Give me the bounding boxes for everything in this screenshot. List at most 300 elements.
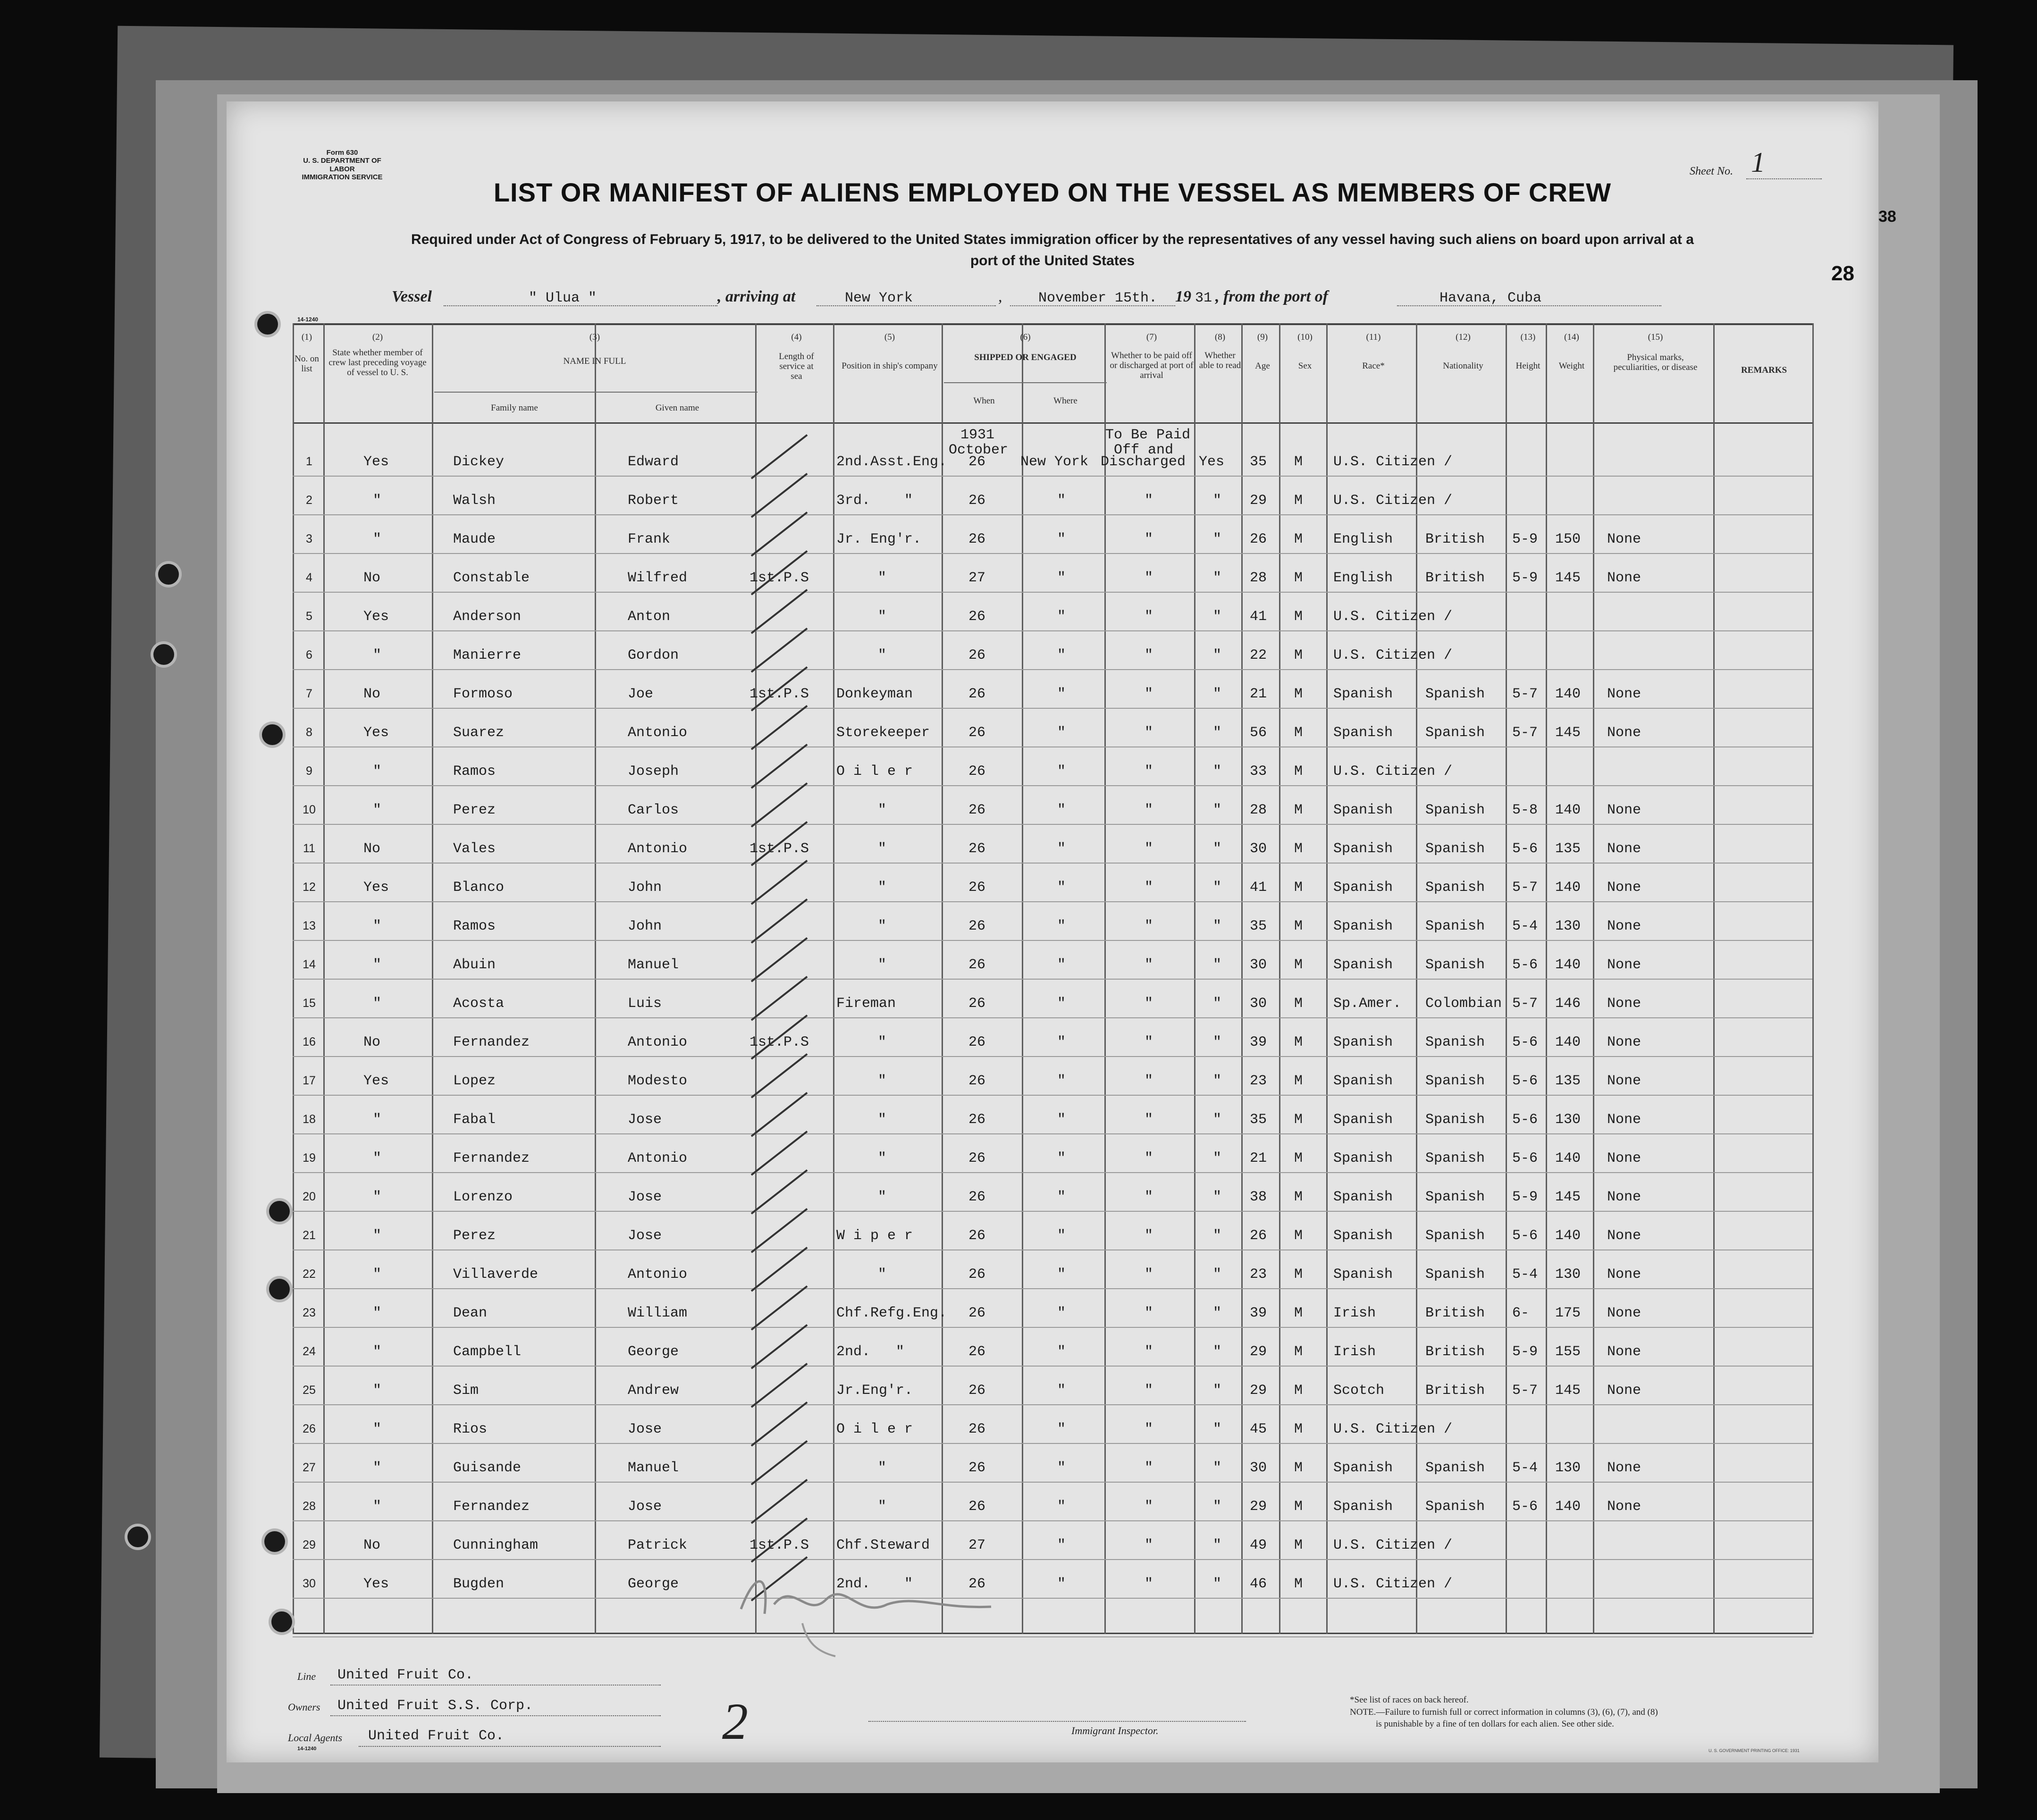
sex: M <box>1294 802 1303 818</box>
age: 23 <box>1250 1073 1267 1089</box>
age: 38 <box>1250 1189 1267 1205</box>
physical-marks: None <box>1607 686 1641 702</box>
shipped-when: 26 <box>968 802 986 818</box>
paid-off: Discharged <box>1101 454 1186 470</box>
year-suffix: 31 <box>1195 290 1212 306</box>
physical-marks: None <box>1607 1228 1641 1244</box>
table-top-border <box>293 323 1812 325</box>
physical-marks: None <box>1607 1383 1641 1399</box>
given-name: William <box>628 1305 688 1321</box>
family-name: Lorenzo <box>453 1189 513 1205</box>
height: 5-7 <box>1512 880 1538 896</box>
paid-off: " <box>1145 880 1153 896</box>
col-number: (12) <box>1456 332 1471 342</box>
row-number: 16 <box>303 1035 316 1048</box>
row-number: 29 <box>303 1538 316 1552</box>
service-length: 1st.P.S <box>749 1537 809 1553</box>
col-number: (1) <box>301 332 312 342</box>
shipped-where: " <box>1057 1228 1066 1244</box>
previous-voyage: Yes <box>363 1073 389 1089</box>
inspector-label: Immigrant Inspector. <box>1071 1725 1159 1736</box>
race: Spanish <box>1333 725 1393 741</box>
nationality: Spanish <box>1425 1460 1485 1476</box>
row-number: 6 <box>306 648 312 662</box>
nationality: Spanish <box>1425 918 1485 934</box>
row-rule <box>293 1133 1812 1134</box>
physical-marks: None <box>1607 725 1641 741</box>
family-name: Campbell <box>453 1344 522 1360</box>
col-title: Weight <box>1558 361 1585 371</box>
age: 46 <box>1250 1576 1267 1592</box>
nationality: Spanish <box>1425 1150 1485 1166</box>
sex: M <box>1294 1576 1303 1592</box>
shipped-when: 26 <box>968 957 986 973</box>
family-name: Anderson <box>453 609 522 625</box>
col-title: Nationality <box>1443 361 1483 371</box>
height: 5-7 <box>1512 996 1538 1012</box>
physical-marks: None <box>1607 531 1641 547</box>
pencil-check-mark <box>751 1324 808 1369</box>
sex: M <box>1294 996 1303 1012</box>
position: " <box>878 841 887 857</box>
shipped-when: 26 <box>968 1499 986 1515</box>
nationality: Spanish <box>1425 1499 1485 1515</box>
previous-voyage: " <box>373 996 382 1012</box>
pencil-check-mark <box>751 860 808 905</box>
paid-off: " <box>1145 1576 1153 1592</box>
col-number: (14) <box>1564 332 1579 342</box>
previous-voyage: " <box>373 1305 382 1321</box>
row-rule <box>293 785 1812 786</box>
col-header-family-name: Family name <box>491 403 538 413</box>
height: 5-7 <box>1512 1383 1538 1399</box>
physical-marks: None <box>1607 957 1641 973</box>
col-header-where: Where <box>1053 396 1077 406</box>
position: 2nd. " <box>836 1576 913 1592</box>
row-rule <box>293 863 1812 864</box>
age: 56 <box>1250 725 1267 741</box>
previous-voyage: " <box>373 763 382 780</box>
height: 5-9 <box>1512 531 1538 547</box>
weight: 145 <box>1555 725 1581 741</box>
row-number: 14 <box>303 958 316 971</box>
given-name: Wilfred <box>628 570 688 586</box>
position: Jr. Eng'r. <box>836 531 922 547</box>
pencil-check-mark <box>751 1053 808 1099</box>
service-length: 1st.P.S <box>749 841 809 857</box>
shipped-when: 26 <box>968 493 986 509</box>
race: Spanish <box>1333 880 1393 896</box>
family-name: Formoso <box>453 686 513 702</box>
owners-value: United Fruit S.S. Corp. <box>337 1698 533 1714</box>
able-to-read: " <box>1213 1034 1222 1050</box>
race: Spanish <box>1333 957 1393 973</box>
previous-voyage: Yes <box>363 454 389 470</box>
physical-marks: None <box>1607 880 1641 896</box>
race: Spanish <box>1333 802 1393 818</box>
nationality: Spanish <box>1425 841 1485 857</box>
shipped-where: " <box>1057 996 1066 1012</box>
subtitle <box>264 229 1841 271</box>
col-header-age <box>1244 333 1281 371</box>
family-name: Ramos <box>453 763 496 780</box>
col-title: Whether to be paid off or discharged at port of arrival <box>1110 350 1194 380</box>
age: 49 <box>1250 1537 1267 1553</box>
weight: 130 <box>1555 1112 1581 1128</box>
physical-marks: None <box>1607 1499 1641 1515</box>
row-number: 20 <box>303 1190 316 1203</box>
height: 5-4 <box>1512 1460 1538 1476</box>
row-rule <box>293 746 1812 747</box>
age: 22 <box>1250 647 1267 663</box>
age: 21 <box>1250 686 1267 702</box>
nationality: Spanish <box>1425 802 1485 818</box>
sheet-number: 1 <box>1751 147 1765 178</box>
sex: M <box>1294 880 1303 896</box>
given-name: Jose <box>628 1112 662 1128</box>
sex: M <box>1294 1305 1303 1321</box>
pencil-check-mark <box>751 589 808 634</box>
paid-off: " <box>1145 493 1153 509</box>
agents-label: Local Agents <box>288 1732 343 1744</box>
family-name: Ramos <box>453 918 496 934</box>
position: 2nd. " <box>836 1344 905 1360</box>
able-to-read: " <box>1213 957 1222 973</box>
previous-voyage: " <box>373 531 382 547</box>
pencil-check-mark <box>751 1401 808 1447</box>
family-name: Constable <box>453 570 530 586</box>
shipped-when: 26 <box>968 1421 986 1437</box>
weight: 130 <box>1555 918 1581 934</box>
previous-voyage: " <box>373 647 382 663</box>
paid-off: " <box>1145 763 1153 780</box>
position: 2nd.Asst.Eng. <box>836 454 947 470</box>
paid-off: " <box>1145 841 1153 857</box>
height: 5-6 <box>1512 1034 1538 1050</box>
agents-value: United Fruit Co. <box>368 1728 505 1744</box>
race: Spanish <box>1333 1189 1393 1205</box>
pencil-check-mark <box>751 1479 808 1524</box>
previous-voyage: " <box>373 1344 382 1360</box>
col-header-previous-voyage <box>326 333 429 378</box>
physical-marks: None <box>1607 570 1641 586</box>
shipped-where: " <box>1057 1112 1066 1128</box>
age: 30 <box>1250 957 1267 973</box>
age: 39 <box>1250 1305 1267 1321</box>
previous-voyage: " <box>373 1150 382 1166</box>
row-rule <box>293 901 1812 902</box>
family-name: Lopez <box>453 1073 496 1089</box>
pencil-check-mark <box>751 628 808 673</box>
form-number: Form 630 <box>326 149 358 157</box>
row-rule <box>293 514 1812 515</box>
col-header-nationality <box>1418 333 1508 371</box>
height: 5-8 <box>1512 802 1538 818</box>
sex: M <box>1294 1266 1303 1283</box>
pencil-check-mark <box>751 1363 808 1408</box>
race: U.S. Citizen / <box>1333 493 1453 509</box>
race: Sp.Amer. <box>1333 996 1402 1012</box>
position: " <box>878 1460 887 1476</box>
family-name: Manierre <box>453 647 522 663</box>
previous-voyage: " <box>373 1266 382 1283</box>
height: 5-6 <box>1512 1112 1538 1128</box>
col-title: Sex <box>1298 361 1312 371</box>
shipped-when: 26 <box>968 763 986 780</box>
corner-number: 28 <box>1831 262 1854 285</box>
position: " <box>878 918 887 934</box>
paid-off: " <box>1145 1228 1153 1244</box>
owners-underline <box>330 1715 661 1716</box>
family-name: Bugden <box>453 1576 505 1592</box>
shipped-where: " <box>1057 493 1066 509</box>
given-name: Antonio <box>628 725 688 741</box>
shipped-where: " <box>1057 880 1066 896</box>
given-name: John <box>628 918 662 934</box>
age: 30 <box>1250 841 1267 857</box>
sex: M <box>1294 1112 1303 1128</box>
footer-notes <box>1350 1694 1658 1730</box>
given-name: Joe <box>628 686 654 702</box>
age: 41 <box>1250 609 1267 625</box>
weight: 145 <box>1555 1383 1581 1399</box>
paid-off: " <box>1145 996 1153 1012</box>
row-rule <box>293 1404 1812 1405</box>
shipped-year: 1931 <box>960 427 995 443</box>
physical-marks: None <box>1607 1305 1641 1321</box>
able-to-read: " <box>1213 1421 1222 1437</box>
row-rule <box>293 1520 1812 1521</box>
shipped-when: 26 <box>968 1228 986 1244</box>
row-rule <box>293 630 1812 631</box>
age: 39 <box>1250 1034 1267 1050</box>
previous-voyage: " <box>373 802 382 818</box>
shipped-where: " <box>1057 802 1066 818</box>
given-name: Manuel <box>628 957 679 973</box>
given-name: Joseph <box>628 763 679 780</box>
able-to-read: " <box>1213 1266 1222 1283</box>
paid-off: " <box>1145 1150 1153 1166</box>
shipped-where: " <box>1057 1266 1066 1283</box>
family-name: Acosta <box>453 996 505 1012</box>
family-name: Perez <box>453 802 496 818</box>
corner-number: 38 <box>1878 208 1896 226</box>
family-name: Walsh <box>453 493 496 509</box>
pencil-check-mark <box>751 1247 808 1292</box>
previous-voyage: " <box>373 918 382 934</box>
paid-off: " <box>1145 1460 1153 1476</box>
physical-marks: None <box>1607 996 1641 1012</box>
vessel-name: " Ulua " <box>529 290 597 306</box>
given-name: Jose <box>628 1499 662 1515</box>
line-value: United Fruit Co. <box>337 1667 474 1683</box>
paid-off: " <box>1145 1537 1153 1553</box>
height: 5-6 <box>1512 957 1538 973</box>
shipped-when: 26 <box>968 725 986 741</box>
service-name: IMMIGRATION SERVICE <box>302 173 383 181</box>
col-header-weight <box>1548 333 1595 371</box>
age: 29 <box>1250 1383 1267 1399</box>
sex: M <box>1294 1499 1303 1515</box>
row-number: 19 <box>303 1151 316 1165</box>
shipped-where: " <box>1057 1460 1066 1476</box>
nationality: British <box>1425 1305 1485 1321</box>
col-title: NAME IN FULL <box>563 356 626 366</box>
arriving-label: , arriving at <box>717 288 796 305</box>
col-header-no <box>290 333 323 374</box>
row-rule <box>293 708 1812 709</box>
sex: M <box>1294 841 1303 857</box>
family-name: Rios <box>453 1421 488 1437</box>
previous-voyage: " <box>373 1383 382 1399</box>
weight: 135 <box>1555 1073 1581 1089</box>
race: U.S. Citizen / <box>1333 454 1453 470</box>
weight: 140 <box>1555 1034 1581 1050</box>
col-number: (6) <box>1020 332 1031 342</box>
paid-off: " <box>1145 1034 1153 1050</box>
age: 29 <box>1250 1499 1267 1515</box>
paid-off: " <box>1145 1305 1153 1321</box>
age: 45 <box>1250 1421 1267 1437</box>
age: 21 <box>1250 1150 1267 1166</box>
shipped-when: 26 <box>968 918 986 934</box>
nationality: Spanish <box>1425 957 1485 973</box>
given-name: Edward <box>628 454 679 470</box>
shipped-where: " <box>1057 1537 1066 1553</box>
shipped-where: " <box>1057 1034 1066 1050</box>
position: Chf.Refg.Eng. <box>836 1305 947 1321</box>
shipped-subheader-rule <box>944 382 1107 383</box>
col-title: Position in ship's company <box>842 361 938 371</box>
nationality: British <box>1425 1383 1485 1399</box>
sex: M <box>1294 1228 1303 1244</box>
binder-hole <box>271 1611 292 1632</box>
shipped-where: " <box>1057 531 1066 547</box>
age: 26 <box>1250 1228 1267 1244</box>
weight: 140 <box>1555 1228 1581 1244</box>
shipped-when: 26 <box>968 1189 986 1205</box>
nationality: Colombian <box>1425 996 1502 1012</box>
able-to-read: " <box>1213 1189 1222 1205</box>
position: " <box>878 880 887 896</box>
row-rule <box>293 669 1812 670</box>
able-to-read: " <box>1213 570 1222 586</box>
row-rule <box>293 1095 1812 1096</box>
page-title: LIST OR MANIFEST OF ALIENS EMPLOYED ON THE VESSEL AS MEMBERS OF CREW <box>493 177 1612 207</box>
binder-hole <box>153 644 174 665</box>
race: U.S. Citizen / <box>1333 763 1453 780</box>
family-name: Fernandez <box>453 1150 530 1166</box>
position: W i p e r <box>836 1228 913 1244</box>
able-to-read: " <box>1213 531 1222 547</box>
nationality: British <box>1425 1344 1485 1360</box>
col-title: State whether member of crew last preceding voyage of vessel to U. S. <box>328 347 427 377</box>
pencil-check-mark <box>751 473 808 518</box>
race: U.S. Citizen / <box>1333 647 1453 663</box>
department-name: U. S. DEPARTMENT OF LABOR <box>303 157 381 173</box>
previous-voyage: " <box>373 1460 382 1476</box>
shipped-when: 26 <box>968 996 986 1012</box>
able-to-read: " <box>1213 1150 1222 1166</box>
previous-voyage: " <box>373 493 382 509</box>
given-name: Antonio <box>628 1266 688 1283</box>
height: 5-6 <box>1512 1228 1538 1244</box>
position: " <box>878 802 887 818</box>
paid-off: " <box>1145 1344 1153 1360</box>
col-number: (3) <box>589 332 600 342</box>
row-number: 30 <box>303 1577 316 1590</box>
age: 35 <box>1250 1112 1267 1128</box>
shipped-where: " <box>1057 763 1066 780</box>
sex: M <box>1294 763 1303 780</box>
weight: 145 <box>1555 1189 1581 1205</box>
nationality: Spanish <box>1425 725 1485 741</box>
previous-voyage: No <box>363 841 381 857</box>
able-to-read: " <box>1213 647 1222 663</box>
position: Fireman <box>836 996 896 1012</box>
row-rule <box>293 1056 1812 1057</box>
able-to-read: " <box>1213 841 1222 857</box>
shipped-when: 26 <box>968 1073 986 1089</box>
col-header-when: When <box>973 396 995 406</box>
nationality: Spanish <box>1425 1189 1485 1205</box>
col-number: (10) <box>1297 332 1313 342</box>
paid-off: " <box>1145 1189 1153 1205</box>
col-header-physical-marks <box>1595 333 1716 373</box>
col-header-service <box>758 333 835 382</box>
row-rule <box>293 1482 1812 1483</box>
position: " <box>878 647 887 663</box>
row-number: 1 <box>306 455 312 468</box>
height: 5-7 <box>1512 686 1538 702</box>
able-to-read: " <box>1213 493 1222 509</box>
height: 5-7 <box>1512 725 1538 741</box>
row-number: 4 <box>306 571 312 584</box>
table-header-border <box>293 422 1812 424</box>
able-to-read: " <box>1213 1576 1222 1592</box>
able-to-read: " <box>1213 1344 1222 1360</box>
subtitle-line: port of the United States <box>970 253 1135 268</box>
race: Spanish <box>1333 1073 1393 1089</box>
height: 5-6 <box>1512 841 1538 857</box>
arrival-date: November 15th. <box>1038 290 1158 306</box>
given-name: Luis <box>628 996 662 1012</box>
sex: M <box>1294 609 1303 625</box>
previous-voyage: No <box>363 1034 381 1050</box>
col-header-race <box>1329 333 1418 371</box>
family-name: Dean <box>453 1305 488 1321</box>
nationality: British <box>1425 531 1485 547</box>
sex: M <box>1294 1383 1303 1399</box>
family-name: Dickey <box>453 454 505 470</box>
pencil-check-mark <box>751 1285 808 1331</box>
shipped-when: 26 <box>968 1112 986 1128</box>
pencil-check-mark <box>751 1208 808 1253</box>
col-number: (13) <box>1520 332 1536 342</box>
service-length: 1st.P.S <box>749 686 809 702</box>
binder-hole <box>264 1531 285 1552</box>
position: " <box>878 1073 887 1089</box>
row-number: 28 <box>303 1500 316 1513</box>
race: Spanish <box>1333 841 1393 857</box>
able-to-read: " <box>1213 1305 1222 1321</box>
from-label: , from the port of <box>1215 288 1328 305</box>
row-number: 25 <box>303 1384 316 1397</box>
race: U.S. Citizen / <box>1333 1576 1453 1592</box>
col-number: (15) <box>1648 332 1663 342</box>
position: Chf.Steward <box>836 1537 930 1553</box>
row-number: 2 <box>306 494 312 507</box>
